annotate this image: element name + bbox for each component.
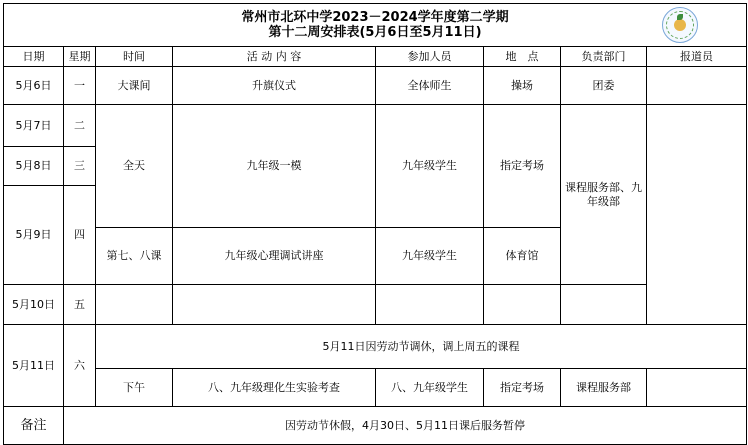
department-cell: 课程服务部 <box>561 369 647 407</box>
date-cell: 5月6日 <box>4 67 64 105</box>
participants-cell: 九年级学生 <box>376 105 484 228</box>
department-cell <box>561 285 647 325</box>
activity-cell <box>173 285 376 325</box>
schedule-table <box>3 3 747 445</box>
weekday-cell: 二 <box>64 105 96 147</box>
header-reporter: 报道员 <box>647 47 747 67</box>
location-cell: 操场 <box>484 67 561 105</box>
header-row <box>4 47 747 67</box>
weekday-cell: 一 <box>64 67 96 105</box>
location-cell: 指定考场 <box>484 369 561 407</box>
schedule-title <box>4 4 747 47</box>
reporter-cell <box>647 369 747 407</box>
reporter-cell <box>647 67 747 105</box>
table-row <box>4 369 747 407</box>
header-participants: 参加人员 <box>376 47 484 67</box>
remarks-row <box>4 407 747 445</box>
activity-cell: 九年级心理调试讲座 <box>173 228 376 285</box>
table-row <box>4 325 747 369</box>
table-row <box>4 67 747 105</box>
remarks-label: 备注 <box>4 407 64 445</box>
date-cell: 5月7日 <box>4 105 64 147</box>
date-cell: 5月10日 <box>4 285 64 325</box>
date-cell: 5月11日 <box>4 325 64 407</box>
time-cell: 全天 <box>96 105 173 228</box>
date-cell: 5月9日 <box>4 186 64 285</box>
table-row <box>4 285 747 325</box>
participants-cell: 八、九年级学生 <box>376 369 484 407</box>
department-cell: 团委 <box>561 67 647 105</box>
activity-cell: 八、九年级理化生实验考查 <box>173 369 376 407</box>
participants-cell: 全体师生 <box>376 67 484 105</box>
participants-cell: 九年级学生 <box>376 228 484 285</box>
location-cell <box>484 285 561 325</box>
activity-cell: 升旗仪式 <box>173 67 376 105</box>
location-cell: 指定考场 <box>484 105 561 228</box>
activity-cell: 九年级一模 <box>173 105 376 228</box>
weekday-cell: 五 <box>64 285 96 325</box>
header-activity: 活 动 内 容 <box>173 47 376 67</box>
reporter-cell <box>647 105 747 325</box>
adjustment-notice: 5月11日因劳动节调休，调上周五的课程 <box>96 325 747 369</box>
title-line-1: 常州市北环中学2023－2024学年度第二学期 <box>241 10 509 25</box>
header-time: 时间 <box>96 47 173 67</box>
participants-cell <box>376 285 484 325</box>
table-row <box>4 105 747 147</box>
title-line-2: 第十二周安排表(5月6日至5月11日) <box>268 25 482 40</box>
weekday-cell: 三 <box>64 147 96 186</box>
weekday-cell: 四 <box>64 186 96 285</box>
header-weekday: 星期 <box>64 47 96 67</box>
time-cell: 大课间 <box>96 67 173 105</box>
header-department: 负责部门 <box>561 47 647 67</box>
school-logo-icon <box>662 7 698 43</box>
schedule-sheet <box>3 3 746 433</box>
remarks-text: 因劳动节休假，4月30日、5月11日课后服务暂停 <box>64 407 747 445</box>
date-cell: 5月8日 <box>4 147 64 186</box>
time-cell: 第七、八课 <box>96 228 173 285</box>
department-cell: 课程服务部、九年级部 <box>561 105 647 285</box>
time-cell <box>96 285 173 325</box>
location-cell: 体育馆 <box>484 228 561 285</box>
weekday-cell: 六 <box>64 325 96 407</box>
time-cell: 下午 <box>96 369 173 407</box>
header-location: 地 点 <box>484 47 561 67</box>
header-date: 日期 <box>4 47 64 67</box>
